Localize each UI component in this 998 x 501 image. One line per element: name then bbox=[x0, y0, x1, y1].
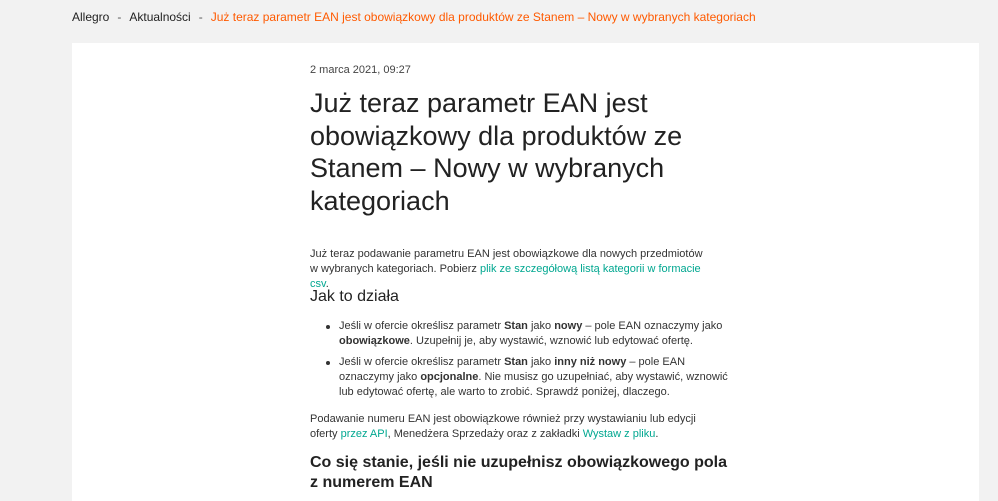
list-item-text: – pole EAN oznaczymy jako bbox=[582, 320, 723, 332]
section-heading-missing-ean: Co się stanie, jeśli nie uzupełnisz obowiązkowego pola z numerem EAN bbox=[310, 454, 727, 491]
list-item bbox=[339, 355, 734, 400]
list-item-bold: Stan bbox=[504, 356, 528, 368]
breadcrumb-item-allegro[interactable]: Allegro bbox=[72, 10, 110, 24]
list-item-bold: inny niż nowy bbox=[554, 356, 627, 368]
list-item-text: Jeśli w ofercie określisz parametr bbox=[339, 320, 505, 332]
list-item bbox=[339, 319, 734, 349]
article-card bbox=[72, 43, 979, 501]
article-outro bbox=[310, 412, 720, 442]
upload-from-file-link[interactable]: Wystaw z pliku bbox=[582, 428, 656, 440]
section-heading-how-it-works: Jak to działa bbox=[310, 288, 399, 305]
rules-list bbox=[339, 319, 734, 406]
list-item-text: jako bbox=[527, 320, 555, 332]
list-item-text: jako bbox=[527, 356, 555, 368]
breadcrumb bbox=[72, 9, 756, 25]
list-item-bold: Stan bbox=[504, 320, 528, 332]
breadcrumb-item-aktualnosci[interactable]: Aktualności bbox=[129, 10, 191, 24]
outro-text: , Menedżera Sprzedaży oraz z zakładki bbox=[387, 428, 583, 440]
outro-text: . bbox=[655, 428, 659, 440]
list-item-text: Jeśli w ofercie określisz parametr bbox=[339, 356, 505, 368]
bullet-icon bbox=[326, 325, 330, 329]
category-list-csv-link[interactable]: plik ze szczegółową listą kategorii w formacie csv bbox=[310, 263, 701, 290]
list-item-text: . Nie musisz go uzupełniać, aby wystawić, wznowić lub edytować ofertę, ale warto to zrobić. Sprawdź poniżej, dlaczego. bbox=[339, 371, 728, 398]
article-intro bbox=[310, 247, 710, 292]
bullet-icon bbox=[326, 361, 330, 365]
breadcrumb-separator: - bbox=[198, 10, 203, 24]
breadcrumb-separator: - bbox=[117, 10, 122, 24]
list-item-text: – pole EAN oznaczymy jako bbox=[339, 356, 686, 383]
intro-text: Już teraz podawanie parametru EAN jest obowiązkowe dla nowych przedmiotów w wybranych kategoriach. Pobierz bbox=[310, 248, 703, 275]
list-item-text: . Uzupełnij je, aby wystawić, wznowić lub edytować ofertę. bbox=[409, 335, 693, 347]
api-link[interactable]: przez API bbox=[340, 428, 388, 440]
article-date: 2 marca 2021, 09:27 bbox=[310, 64, 411, 76]
outro-text: Podawanie numeru EAN jest obowiązkowe również przy wystawianiu lub edycji oferty bbox=[310, 413, 696, 440]
list-item-bold: opcjonalne bbox=[420, 371, 479, 383]
breadcrumb-current: Już teraz parametr EAN jest obowiązkowy dla produktów ze Stanem – Nowy w wybranych kategoriach bbox=[210, 10, 756, 24]
list-item-bold: obowiązkowe bbox=[339, 335, 410, 347]
intro-end: . bbox=[325, 278, 329, 290]
list-item-bold: nowy bbox=[554, 320, 583, 332]
article-title: Już teraz parametr EAN jest obowiązkowy dla produktów ze Stanem – Nowy w wybranych kategoriach bbox=[310, 88, 683, 216]
